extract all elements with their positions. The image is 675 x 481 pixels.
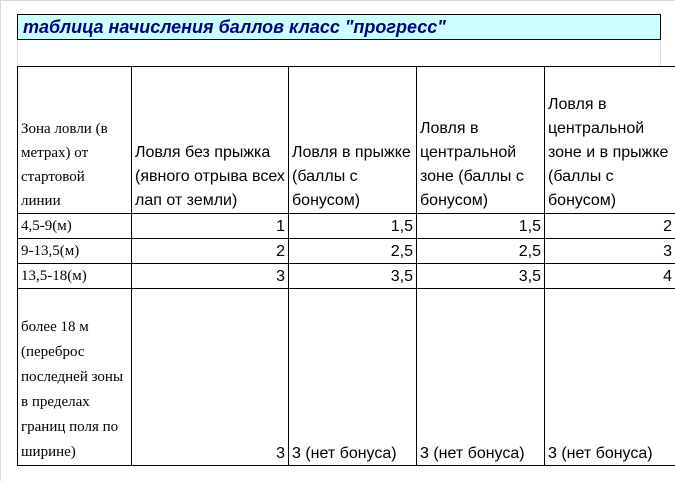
value-cell[interactable]: 2 <box>545 214 675 239</box>
zone-cell[interactable]: 4,5-9(м) <box>18 214 132 239</box>
header-central-jump[interactable]: Ловля в центральной зоне и в прыжке (баллы с бонусом) <box>545 67 675 214</box>
table-row <box>18 214 675 239</box>
value-cell[interactable]: 3 <box>132 264 289 289</box>
value-cell[interactable]: 3 <box>132 289 289 466</box>
value-cell[interactable]: 2,5 <box>417 239 545 264</box>
empty-row[interactable] <box>17 40 661 66</box>
value-cell[interactable]: 3 (нет бонуса) <box>417 289 545 466</box>
value-cell[interactable]: 3,5 <box>417 264 545 289</box>
header-row <box>18 67 675 214</box>
value-cell[interactable]: 1,5 <box>289 214 417 239</box>
scores-table <box>17 66 675 466</box>
zone-cell[interactable]: 9-13,5(м) <box>18 239 132 264</box>
value-cell[interactable]: 2 <box>132 239 289 264</box>
table-row <box>18 239 675 264</box>
header-central-zone[interactable]: Ловля в центральной зоне (баллы с бонусом) <box>417 67 545 214</box>
value-cell[interactable]: 3 (нет бонуса) <box>289 289 417 466</box>
table-row <box>18 289 675 466</box>
value-cell[interactable]: 1,5 <box>417 214 545 239</box>
header-no-jump[interactable]: Ловля без прыжка (явного отрыва всех лап от земли) <box>132 67 289 214</box>
header-jump[interactable]: Ловля в прыжке (баллы с бонусом) <box>289 67 417 214</box>
value-cell[interactable]: 1 <box>132 214 289 239</box>
value-cell[interactable]: 3,5 <box>289 264 417 289</box>
page-title: таблица начисления баллов класс "прогресс" <box>23 17 446 37</box>
zone-cell[interactable]: более 18 м (переброс последней зоны в пределах границ поля по ширине) <box>18 289 132 466</box>
value-cell[interactable]: 3 <box>545 239 675 264</box>
table-row <box>18 264 675 289</box>
value-cell[interactable]: 2,5 <box>289 239 417 264</box>
value-cell[interactable]: 4 <box>545 264 675 289</box>
header-zone[interactable]: Зона ловли (в метрах) от стартовой линии <box>18 67 132 214</box>
empty-row[interactable] <box>0 466 675 481</box>
value-cell[interactable]: 3 (нет бонуса) <box>545 289 675 466</box>
title-cell[interactable] <box>17 14 661 40</box>
zone-cell[interactable]: 13,5-18(м) <box>18 264 132 289</box>
